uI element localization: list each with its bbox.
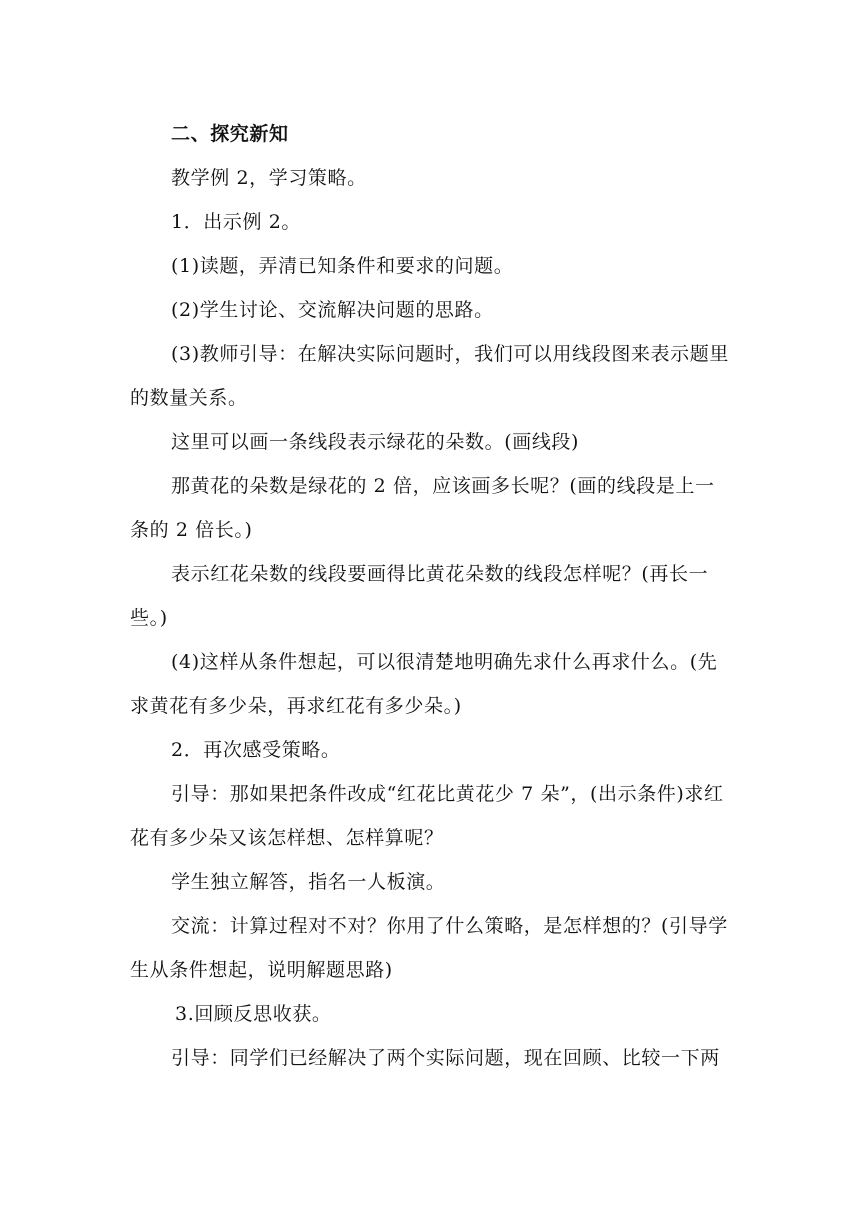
paragraph: 学生独立解答，指名一人板演。 — [171, 871, 446, 893]
paragraph: 教学例 2，学习策略。 — [171, 167, 367, 189]
paragraph: 表示红花朵数的线段要画得比黄花朵数的线段怎样呢？(再长一些。) — [130, 563, 709, 629]
paragraph: 3.回顾反思收获。 — [175, 1003, 332, 1025]
paragraph: 引导：那如果把条件改成“红花比黄花少 7 朵”，(出示条件)求红花有多少朵又该怎样想、怎样算呢？ — [130, 783, 724, 849]
document-body — [130, 112, 734, 1080]
paragraph: 1．出示例 2。 — [171, 211, 302, 233]
paragraph: (3)教师引导：在解决实际问题时，我们可以用线段图来表示题里的数量关系。 — [130, 343, 729, 409]
paragraph: 那黄花的朵数是绿花的 2 倍，应该画多长呢？(画的线段是上一条的 2 倍长。) — [130, 475, 715, 541]
paragraph: 引导：同学们已经解决了两个实际问题，现在回顾、比较一下两 — [171, 1047, 720, 1069]
paragraph: (2)学生讨论、交流解决问题的思路。 — [171, 299, 494, 321]
section-heading: 二、探究新知 — [171, 123, 289, 145]
paragraph: (1)读题，弄清已知条件和要求的问题。 — [171, 255, 514, 277]
paragraph: 这里可以画一条线段表示绿花的朵数。(画线段) — [171, 431, 580, 453]
paragraph: 交流：计算过程对不对？你用了什么策略，是怎样想的？(引导学生从条件想起，说明解题思路) — [130, 915, 728, 981]
paragraph: (4)这样从条件想起，可以很清楚地明确先求什么再求什么。(先求黄花有多少朵，再求红花有多少朵。) — [130, 651, 718, 717]
paragraph: 2．再次感受策略。 — [171, 739, 341, 761]
